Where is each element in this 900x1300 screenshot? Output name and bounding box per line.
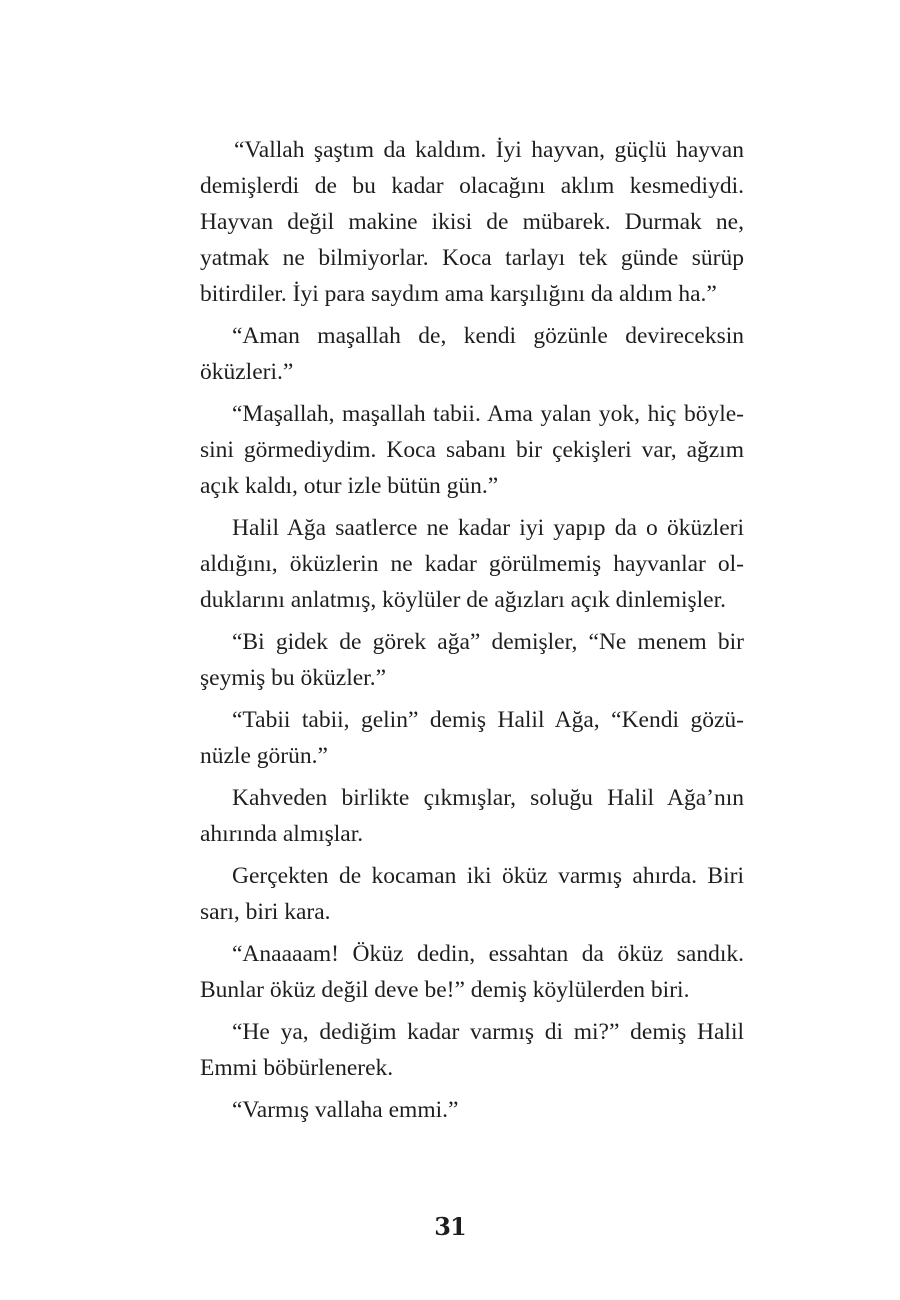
paragraph: Kahveden birlikte çıkmışlar, soluğu Halil Ağa’nın ahırında almışlar. [200,785,744,847]
paragraph: Halil Ağa saatlerce ne kadar iyi yapıp da o öküzleri aldığını, öküzlerin ne kadar görülmemiş hayvanlar olduklarını anlatmış, köylüler de ağızları açık dinlemişler. [200,515,744,613]
paragraph: “Maşallah, maşallah tabii. Ama yalan yok, hiç böylesini görmediydim. Koca sabanı bir çekişleri var, ağzım açık kaldı, otur izle bütün gün.” [200,401,744,499]
paragraph: “Varmış vallaha emmi.” [232,1097,459,1123]
page-number: 31 [434,1212,466,1241]
paragraph: “He ya, dediğim kadar varmış di mi?” demiş Halil Emmi böbürlenerek. [200,1019,744,1081]
paragraph: “Aman maşallah de, kendi gözünle devireceksin öküzleri.” [200,323,744,385]
paragraph: “Tabii tabii, gelin” demiş Halil Ağa, “Kendi gözünüzle görün.” [200,707,744,769]
page-body [200,132,744,1134]
paragraph: “Vallah şaştım da kaldım. İyi hayvan, güçlü hayvan demişlerdi de bu kadar olacağını aklım kesmediydi. Hayvan değil makine ikisi de mübarek. Durmak ne, yatmak ne bilmiyorlar. Koca tarlayı tek günde sürüp bitirdiler. İyi para saydım ama karşılığını da aldım ha.” [200,137,744,307]
paragraph: “Anaaaam! Öküz dedin, essahtan da öküz sandık. Bunlar öküz değil deve be!” demiş köylülerden biri. [200,941,744,1003]
paragraph: Gerçekten de kocaman iki öküz varmış ahırda. Biri sarı, biri kara. [200,863,744,925]
paragraph: “Bi gidek de görek ağa” demişler, “Ne menem bir şeymiş bu öküzler.” [200,629,744,691]
